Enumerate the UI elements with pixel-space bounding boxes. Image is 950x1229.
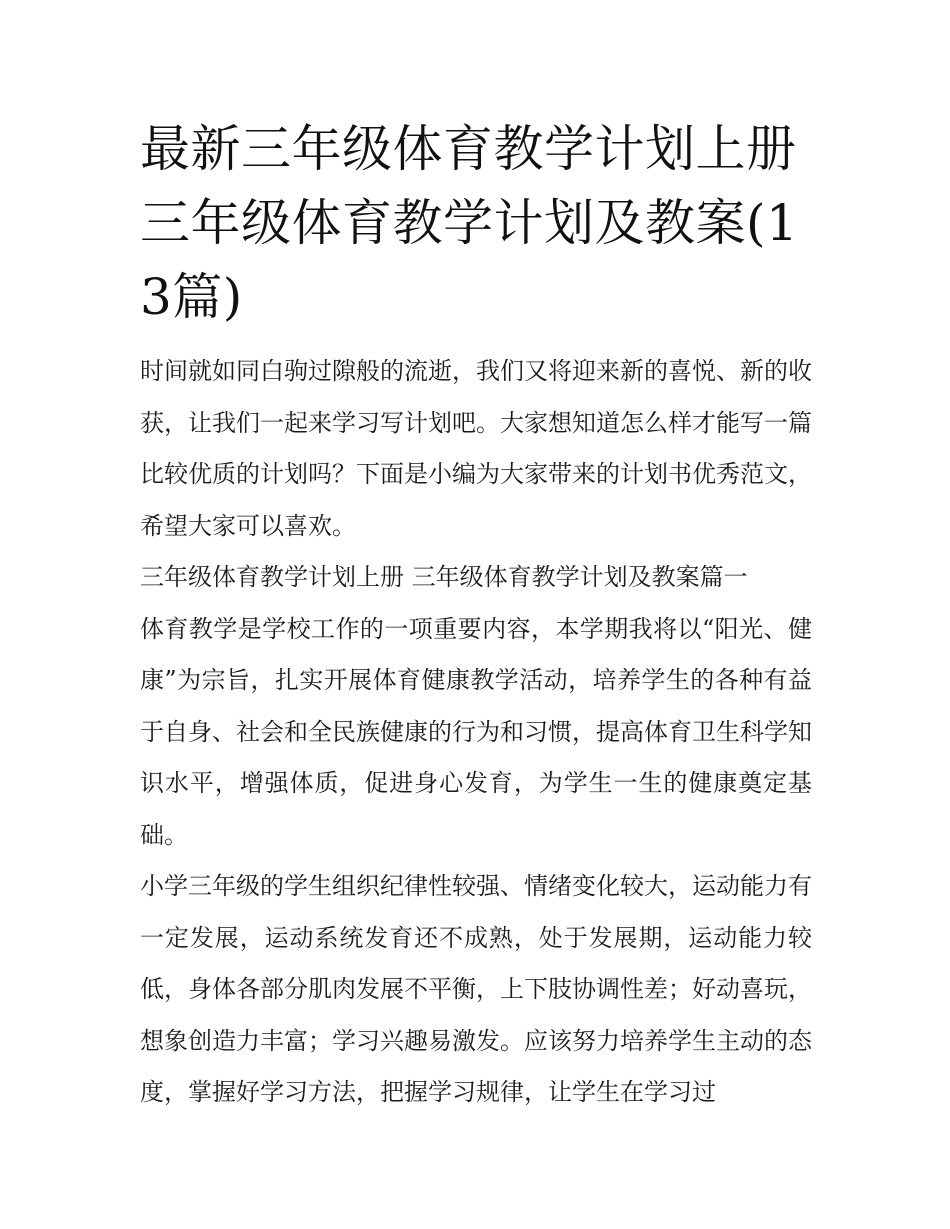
intro-paragraph: 时间就如同白驹过隙般的流逝，我们又将迎来新的喜悦、新的收获，让我们一起来学习写计划吧。大家想知道怎么样才能写一篇比较优质的计划吗？下面是小编为大家带来的计划书优秀范文，希望大家可以喜欢。: [140, 357, 812, 540]
document-title: 最新三年级体育教学计划上册 三年级体育教学计划及教案(13篇): [140, 120, 799, 326]
section-heading: 三年级体育教学计划上册 三年级体育教学计划及教案篇一: [140, 563, 748, 591]
body-paragraph-2: 小学三年级的学生组织纪律性较强、情绪变化较大，运动能力有一定发展，运动系统发育还不成熟，处于发展期，运动能力较低，身体各部分肌肉发展不平衡，上下肢协调性差；好动喜玩，想象创造力丰富；学习兴趣易激发。应该努力培养学生主动的态度，掌握好学习方法，把握学习规律，让学生在学习过: [140, 872, 812, 1106]
document-page: [140, 112, 812, 1119]
body-paragraph-1: 体育教学是学校工作的一项重要内容，本学期我将以“阳光、健康”为宗旨，扎实开展体育健康教学活动，培养学生的各种有益于自身、社会和全民族健康的行为和习惯，提高体育卫生科学知识水平，增强体质，促进身心发育，为学生一生的健康奠定基础。: [140, 614, 812, 849]
